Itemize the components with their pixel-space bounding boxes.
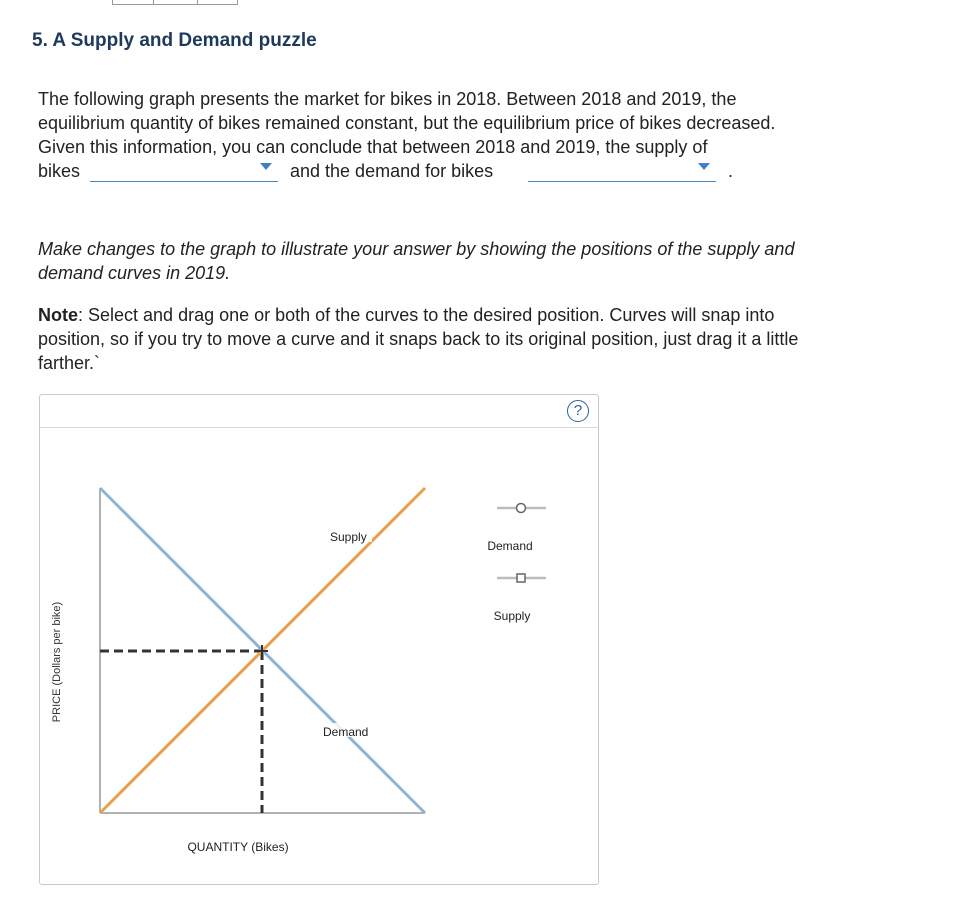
note-line-1 — [38, 303, 938, 327]
note-paragraph — [38, 303, 938, 375]
legend-demand-label: Demand — [487, 539, 533, 553]
supply-tool-square-icon[interactable] — [517, 574, 525, 582]
demand-tool-circle-icon[interactable] — [517, 504, 526, 513]
chevron-down-icon — [260, 163, 272, 170]
legend-supply-label: Supply — [493, 609, 531, 623]
note-line-3: farther.` — [38, 353, 101, 373]
note-label: Note — [38, 305, 78, 325]
intro-line-4-start: bikes — [38, 161, 81, 181]
chevron-down-icon — [698, 163, 710, 170]
instruction-paragraph — [38, 237, 938, 285]
instruction-line-1: Make changes to the graph to illustrate your answer by showing the positions of the supply and — [38, 239, 795, 259]
question-title: 5. A Supply and Demand puzzle — [32, 30, 317, 51]
intro-paragraph — [38, 87, 938, 183]
intro-line-1: The following graph presents the market for bikes in 2018. Between 2018 and 2019, the — [38, 89, 737, 109]
instruction-line-2: demand curves in 2019. — [38, 263, 231, 283]
intro-line-4-end: . — [728, 161, 734, 181]
top-tab-strip — [112, 0, 238, 5]
demand-change-dropdown[interactable] — [528, 159, 716, 182]
x-axis-label: QUANTITY (Bikes) — [187, 840, 289, 854]
note-line-1-text: : Select and drag one or both of the curves to the desired position. Curves will snap into — [78, 305, 775, 325]
graph-canvas — [40, 395, 598, 884]
graph-panel — [39, 394, 599, 885]
y-axis-label: PRICE (Dollars per bike) — [51, 601, 63, 723]
intro-line-2: equilibrium quantity of bikes remained constant, but the equilibrium price of bikes decreased. — [38, 113, 776, 133]
demand-curve-label: Demand — [323, 725, 369, 739]
note-line-2: position, so if you try to move a curve and it snaps back to its original position, just drag it a little — [38, 329, 799, 349]
supply-change-dropdown[interactable] — [90, 159, 278, 182]
intro-line-3: Given this information, you can conclude that between 2018 and 2019, the supply of — [38, 137, 708, 157]
intro-line-4 — [38, 159, 938, 183]
supply-curve-label: Supply — [330, 530, 367, 544]
help-icon[interactable]: ? — [567, 400, 589, 422]
intro-line-4-mid: and the demand for bikes — [290, 161, 494, 181]
